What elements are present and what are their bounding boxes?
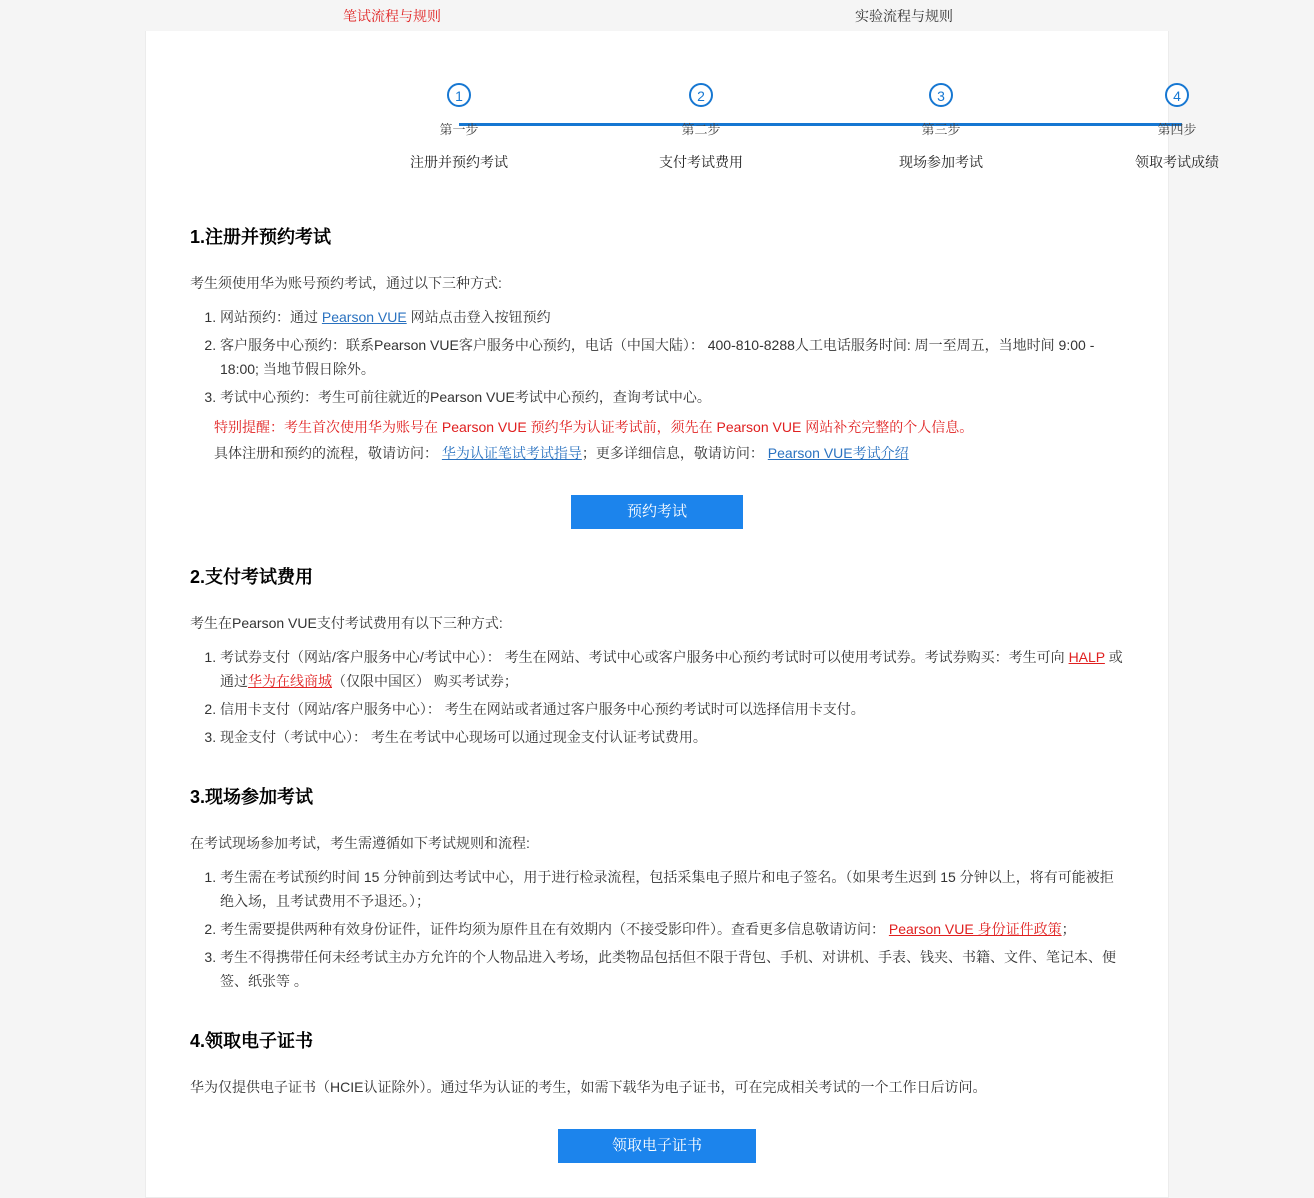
list-item [220,725,1124,749]
voucher-payment-text-b: 或通过 [220,649,1123,689]
book-exam-button-wrap [190,495,1124,529]
content-card [145,31,1219,1198]
step-2-number: 2 [689,83,713,107]
step-2-description: 支付考试费用 [659,154,743,170]
list-item [220,385,1124,409]
step-1-description: 注册并预约考试 [410,154,508,170]
id-rule-text-b: ； [1061,921,1076,937]
section-2-intro: 考生在Pearson VUE支付考试费用有以下三种方式: [190,615,503,631]
huawei-online-store-link[interactable]: 华为在线商城 [248,673,332,689]
pearson-vue-exam-intro-link[interactable]: Pearson VUE考试介绍 [767,445,909,461]
subline-middle: ；更多详细信息，敬请访问： [581,445,768,461]
id-rule-text-a: 考生需要提供两种有效身份证件，证件均须为原件且在有效期内（不接受影印件）。查看更多信息敬请访问： [220,921,889,937]
section-1-intro: 考生须使用华为账号预约考试，通过以下三种方式: [190,275,502,291]
id-policy-link[interactable]: Pearson VUE 身份证件政策 [888,921,1062,937]
section-1-sublinks [190,441,1124,465]
tab-written-exam-rules[interactable]: 笔试流程与规则 [343,8,441,24]
section-1-title: 1.注册并预约考试 [190,227,332,247]
section-3-title: 3.现场参加考试 [190,787,314,807]
step-1 [379,83,539,172]
step-2 [621,83,781,172]
list-item [220,333,1124,381]
pearson-vue-link[interactable]: Pearson VUE [321,309,407,325]
list-item [220,945,1124,993]
halp-link[interactable]: HALP [1068,649,1105,665]
booking-call-center: 客户服务中心预约：联系Pearson VUE客户服务中心预约，电话（中国大陆）： 400-810-8288人工电话服务时间: 周一至周五，当地时间 9:00 - 18:00; 当地节假日除外。 [220,337,1095,377]
voucher-payment-text-c: （仅限中国区） 购买考试券； [332,673,518,689]
section-pay-exam-fee [190,563,1124,749]
get-certificate-button[interactable]: 领取电子证书 [558,1129,756,1163]
step-3-description: 现场参加考试 [899,154,983,170]
list-item [220,697,1124,721]
tab-bar [0,0,1314,31]
exam-process-stepper [207,31,1219,223]
section-1-warning: 特别提醒：考生首次使用华为账号在 Pearson VUE 预约华为认证考试前，须先在 Pearson VUE 网站补充完整的个人信息。 [214,419,974,435]
cash-payment: 现金支付（考试中心）： 考生在考试中心现场可以通过现金支付认证考试费用。 [220,729,707,745]
checkin-rule: 考生需在考试预约时间 15 分钟前到达考试中心，用于进行检录流程，包括采集电子照片和电子签名。（如果考生迟到 15 分钟以上，将有可能被拒绝入场，且考试费用不予退还。）； [220,869,1114,909]
stepper-progress-line [459,123,1182,126]
step-4 [1097,83,1257,172]
written-exam-guide-link[interactable]: 华为认证笔试考试指导 [441,445,582,461]
list-item [220,865,1124,913]
step-4-description: 领取考试成绩 [1135,154,1219,170]
section-2-list [190,645,1124,749]
step-3-number: 3 [929,83,953,107]
step-3 [861,83,1021,172]
step-2-label: 第二步 [681,122,721,137]
section-register-and-book [190,223,1124,529]
personal-items-rule: 考生不得携带任何未经考试主办方允许的个人物品进入考场，此类物品包括但不限于背包、手机、对讲机、手表、钱夹、书籍、文件、笔记本、便签、纸张等 。 [220,949,1116,989]
section-3-list [190,865,1124,993]
voucher-payment-text-a: 考试券支付（网站/客户服务中心/考试中心）： 考生在网站、考试中心或客户服务中心预约考试时可以使用考试券。考试券购买：考生可向 [220,649,1069,665]
booking-test-center: 考试中心预约：考生可前往就近的Pearson VUE考试中心预约，查询考试中心。 [220,389,711,405]
section-3-intro: 在考试现场参加考试，考生需遵循如下考试规则和流程: [190,835,530,851]
step-1-label: 第一步 [439,122,479,137]
section-1-list [190,305,1124,409]
section-4-note: 华为仅提供电子证书（HCIE认证除外）。通过华为认证的考生，如需下载华为电子证书，可在完成相关考试的一个工作日后访问。 [190,1079,987,1095]
step-1-number: 1 [447,83,471,107]
section-attend-exam [190,783,1124,993]
booking-web-suffix: 网站点击登入按钮预约 [406,309,551,325]
list-item [220,305,1124,329]
booking-web-prefix: 网站预约：通过 [220,309,322,325]
book-exam-button[interactable]: 预约考试 [571,495,743,529]
step-4-label: 第四步 [1157,122,1197,137]
tab-lab-exam-rules[interactable]: 实验流程与规则 [855,8,953,24]
section-2-title: 2.支付考试费用 [190,567,314,587]
get-certificate-button-wrap [190,1129,1124,1163]
subline-prefix: 具体注册和预约的流程，敬请访问： [214,445,442,461]
section-4-title: 4.领取电子证书 [190,1031,314,1051]
credit-card-payment: 信用卡支付（网站/客户服务中心）： 考生在网站或者通过客户服务中心预约考试时可以选择信用卡支付。 [220,701,865,717]
list-item [220,917,1124,941]
step-3-label: 第三步 [921,122,961,137]
section-get-certificate [190,1027,1124,1163]
step-4-number: 4 [1165,83,1189,107]
list-item [220,645,1124,693]
